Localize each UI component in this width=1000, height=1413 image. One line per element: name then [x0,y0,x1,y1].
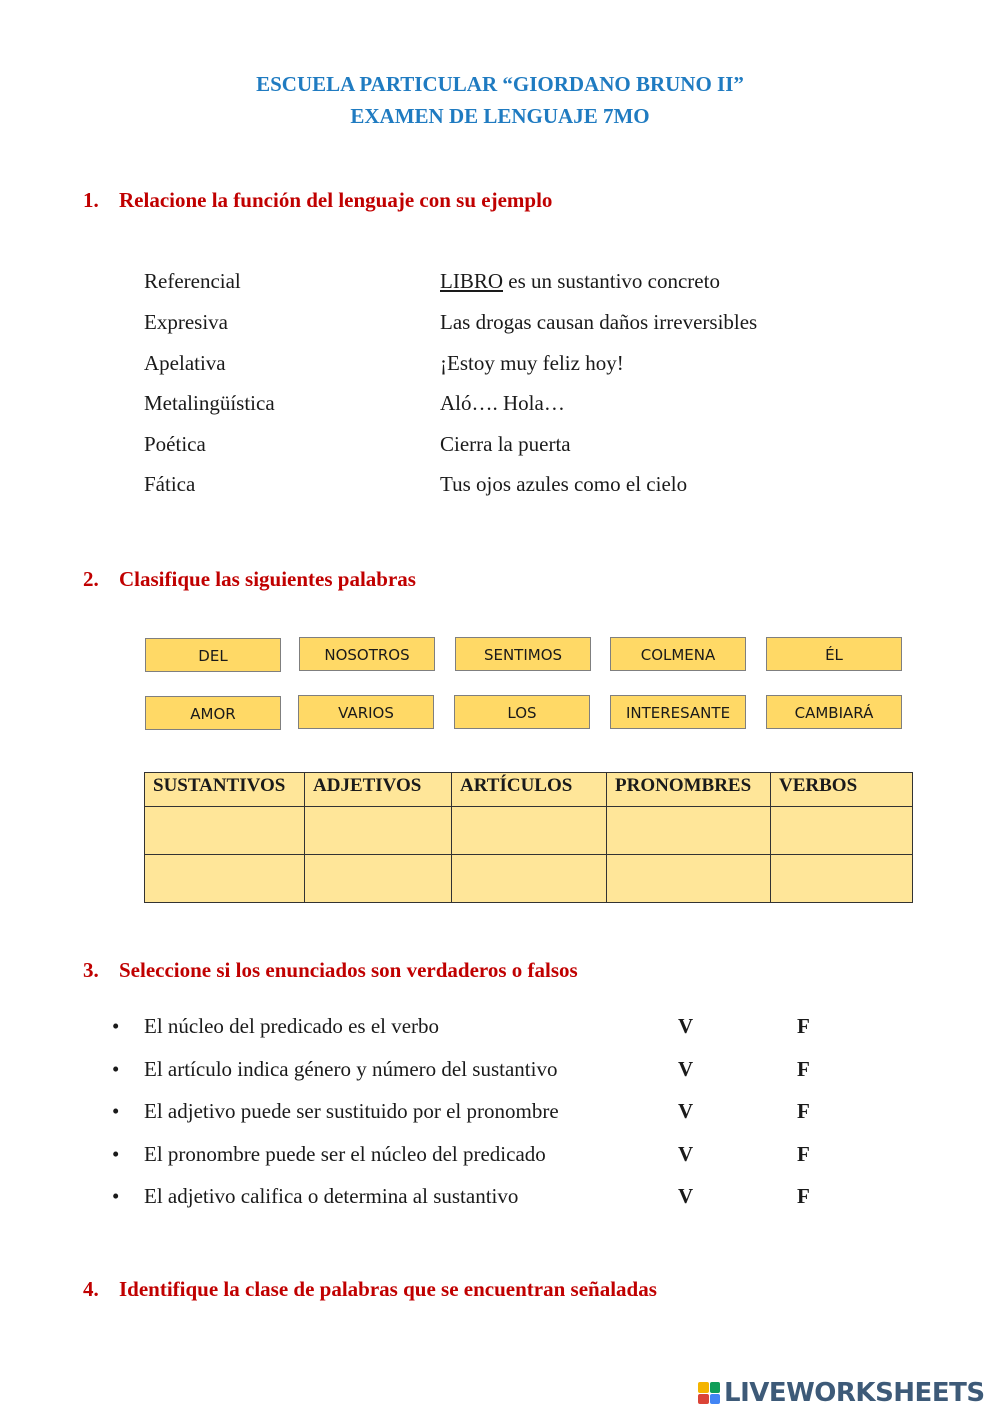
q2-title-text: Clasifique las siguientes palabras [119,567,416,591]
column-header-pronombres: PRONOMBRES [607,773,771,807]
drop-cell[interactable] [607,855,771,903]
function-label[interactable]: Metalingüística [144,391,275,415]
function-label[interactable]: Expresiva [144,310,228,334]
q2-title [83,567,416,592]
q4-title [83,1277,657,1302]
bullet-icon: • [112,1099,120,1123]
example-text[interactable]: Cierra la puerta [440,432,571,456]
classification-table [144,772,913,903]
statement-text: El artículo indica género y número del sustantivo [144,1057,558,1081]
word-chip[interactable]: INTERESANTE [610,695,746,729]
drop-cell[interactable] [145,807,305,855]
q2-number: 2. [83,567,99,591]
true-option[interactable]: V [678,1057,694,1081]
true-option[interactable]: V [678,1099,694,1123]
logo-square [710,1382,721,1393]
logo-square [710,1394,721,1405]
drop-cell[interactable] [305,855,452,903]
bullet-icon: • [112,1014,120,1038]
logo-square [698,1394,709,1405]
example-text[interactable] [440,269,720,294]
word-chip[interactable]: DEL [145,638,281,672]
statement-text: El adjetivo califica o determina al sustantivo [144,1184,519,1208]
q4-title-text: Identifique la clase de palabras que se encuentran señaladas [119,1277,657,1301]
word-chip[interactable]: VARIOS [298,695,434,729]
table-row [145,855,913,903]
word-chip[interactable]: LOS [454,695,590,729]
table-row [145,807,913,855]
false-option[interactable]: F [797,1142,810,1166]
example-text[interactable]: Tus ojos azules como el cielo [440,472,688,496]
q1-title-text: Relacione la función del lenguaje con su ejemplo [119,188,553,212]
column-header-sustantivos: SUSTANTIVOS [145,773,305,807]
drop-cell[interactable] [607,807,771,855]
word-chip[interactable]: COLMENA [610,637,746,671]
q1-number: 1. [83,188,99,212]
drop-cell[interactable] [145,855,305,903]
statement-text: El adjetivo puede ser sustituido por el pronombre [144,1099,559,1123]
function-label[interactable]: Referencial [144,269,241,293]
false-option[interactable]: F [797,1099,810,1123]
false-option[interactable]: F [797,1057,810,1081]
drop-cell[interactable] [452,807,607,855]
true-option[interactable]: V [678,1184,694,1208]
logo-square [698,1382,709,1393]
table-header-row [145,773,913,807]
word-chip[interactable]: NOSOTROS [299,637,435,671]
bullet-icon: • [112,1142,120,1166]
column-header-adjetivos: ADJETIVOS [305,773,452,807]
word-chip[interactable]: SENTIMOS [455,637,591,671]
q3-title-text: Seleccione si los enunciados son verdaderos o falsos [119,958,578,982]
false-option[interactable]: F [797,1184,810,1208]
q4-number: 4. [83,1277,99,1301]
drop-cell[interactable] [771,807,913,855]
example-text[interactable]: Las drogas causan daños irreversibles [440,310,758,334]
word-chip[interactable]: CAMBIARÁ [766,695,902,729]
bullet-icon: • [112,1184,120,1208]
column-header-articulos: ARTÍCULOS [452,773,607,807]
column-header-verbos: VERBOS [771,773,913,807]
logo-text: LIVEWORKSHEETS [724,1378,985,1408]
q3-number: 3. [83,958,99,982]
drop-cell[interactable] [305,807,452,855]
example-rest: es un sustantivo concreto [503,269,720,293]
drop-cell[interactable] [771,855,913,903]
header-school: ESCUELA PARTICULAR “GIORDANO BRUNO II” [256,72,744,96]
example-text[interactable]: Aló…. Hola… [440,391,565,415]
statement-text: El pronombre puede ser el núcleo del predicado [144,1142,546,1166]
underlined-word: LIBRO [440,269,503,293]
q3-title [83,958,578,983]
statement-text: El núcleo del predicado es el verbo [144,1014,440,1038]
header-exam: EXAMEN DE LENGUAJE 7MO [350,104,650,128]
function-label[interactable]: Fática [144,472,196,496]
true-option[interactable]: V [678,1014,694,1038]
liveworksheets-logo [698,1378,985,1408]
drop-cell[interactable] [452,855,607,903]
example-text[interactable]: ¡Estoy muy feliz hoy! [440,351,624,375]
function-label[interactable]: Poética [144,432,206,456]
bullet-icon: • [112,1057,120,1081]
false-option[interactable]: F [797,1014,810,1038]
word-chip[interactable]: AMOR [145,696,281,730]
word-chip[interactable]: ÉL [766,637,902,671]
q1-title [83,188,552,213]
function-label[interactable]: Apelativa [144,351,226,375]
liveworksheets-logo-icon [698,1382,720,1404]
true-option[interactable]: V [678,1142,694,1166]
